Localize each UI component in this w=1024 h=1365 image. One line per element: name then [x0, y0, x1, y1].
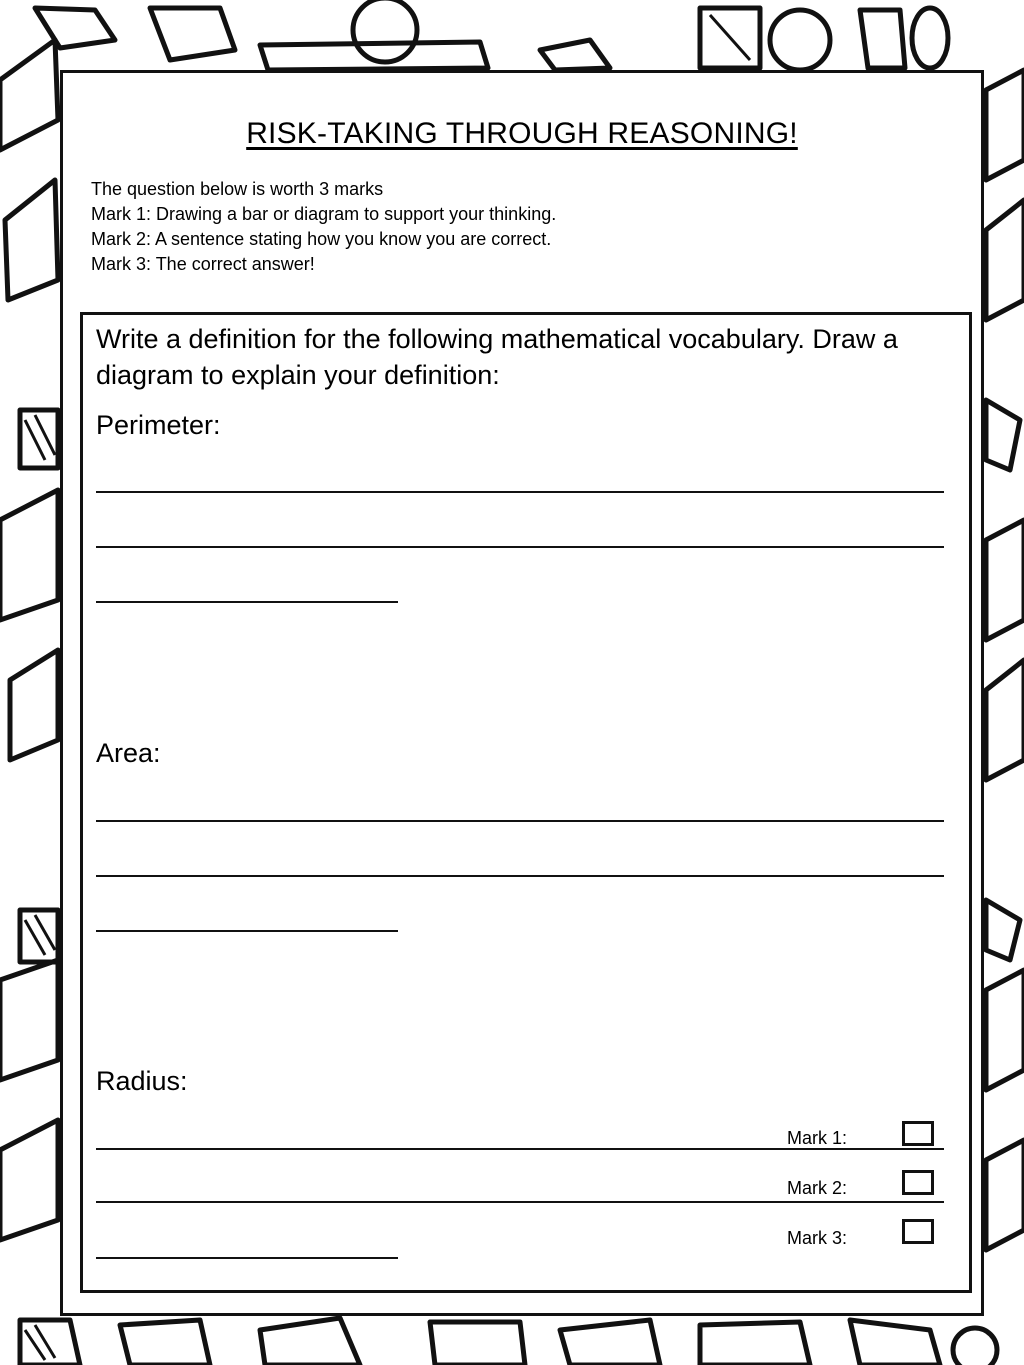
mark-2-checkbox[interactable] [902, 1170, 934, 1195]
worksheet-title: RISK-TAKING THROUGH REASONING! [246, 117, 798, 150]
marks-instructions [91, 177, 556, 277]
answer-line-perimeter-2[interactable] [96, 546, 944, 548]
instruction-line: Mark 2: A sentence stating how you know you are correct. [91, 229, 552, 249]
question-box [80, 312, 972, 1293]
answer-line-perimeter-3[interactable] [96, 601, 398, 603]
answer-line-area-1[interactable] [96, 820, 944, 822]
worksheet-card [60, 70, 984, 1316]
term-radius: Radius: [96, 1066, 188, 1096]
mark-2-label: Mark 2: [787, 1178, 848, 1198]
answer-line-radius-3[interactable] [96, 1257, 398, 1259]
term-perimeter: Perimeter: [96, 410, 221, 440]
instruction-line: Mark 3: The correct answer! [91, 254, 315, 274]
term-area: Area: [96, 738, 161, 768]
answer-line-radius-2[interactable] [96, 1201, 944, 1203]
mark-1-label: Mark 1: [787, 1128, 848, 1148]
mark-3-checkbox[interactable] [902, 1219, 934, 1244]
mark-3-label: Mark 3: [787, 1228, 848, 1248]
mark-1-checkbox[interactable] [902, 1121, 934, 1146]
instruction-line: The question below is worth 3 marks [91, 179, 384, 199]
answer-line-area-3[interactable] [96, 930, 398, 932]
answer-line-area-2[interactable] [96, 875, 944, 877]
instruction-line: Mark 1: Drawing a bar or diagram to support your thinking. [91, 204, 557, 224]
answer-line-perimeter-1[interactable] [96, 491, 944, 493]
question-prompt: Write a definition for the following mathematical vocabulary. Draw a diagram to explain your definition: [96, 324, 898, 390]
